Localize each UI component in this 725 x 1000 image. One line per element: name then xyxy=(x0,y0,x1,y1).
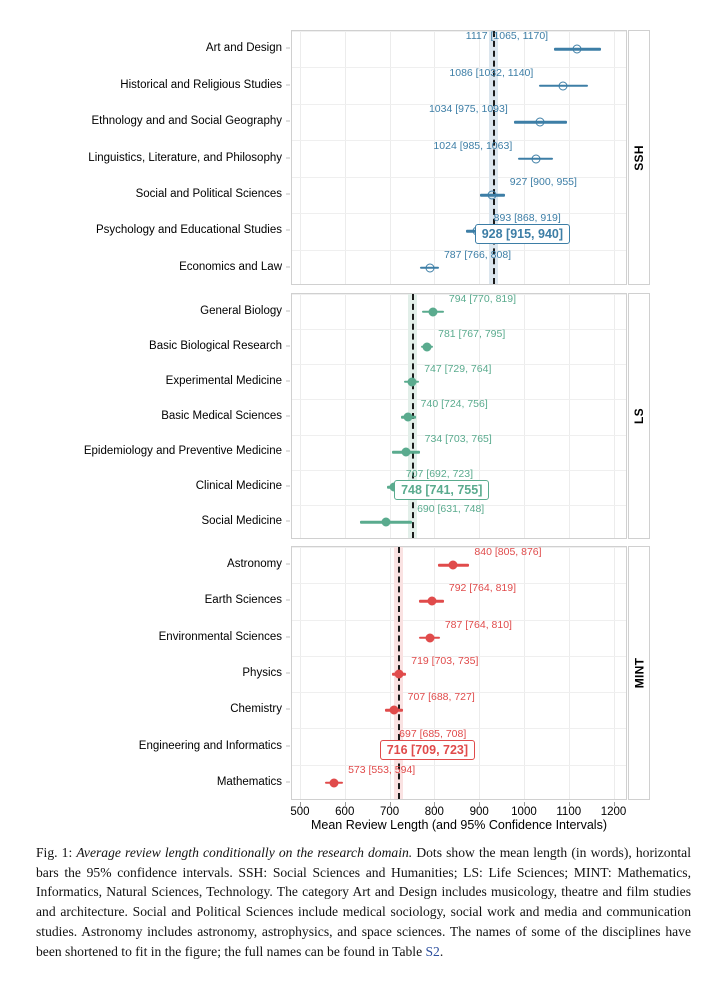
panel-inner xyxy=(292,31,626,284)
y-tick xyxy=(286,486,290,487)
y-tick xyxy=(286,345,290,346)
y-axis-label: Art and Design xyxy=(205,42,282,55)
x-tick-label: 500 xyxy=(290,806,310,818)
x-gridline xyxy=(345,294,346,538)
value-label: 787 [764, 810] xyxy=(444,618,512,631)
x-tick-label: 1100 xyxy=(556,806,582,818)
y-tick xyxy=(286,521,290,522)
mean-point xyxy=(382,518,391,527)
x-tick-label: 900 xyxy=(469,806,489,818)
x-gridline xyxy=(569,294,570,538)
y-axis-label: General Biology xyxy=(200,304,282,317)
x-tick-label: 600 xyxy=(335,806,355,818)
value-label: 707 [692, 723] xyxy=(405,468,474,481)
x-gridline xyxy=(390,294,391,538)
y-tick xyxy=(286,310,290,311)
x-axis-title: Mean Review Length (and 95% Confidence Intervals) xyxy=(310,818,607,832)
y-axis-label: Astronomy xyxy=(227,558,282,571)
mean-point xyxy=(427,597,436,606)
y-gridline xyxy=(292,213,626,214)
value-label: 734 [703, 765] xyxy=(424,433,492,446)
y-axis-label: Social Medicine xyxy=(201,515,282,528)
x-gridline xyxy=(300,31,301,284)
value-label: 781 [767, 795] xyxy=(438,327,506,340)
mean-point xyxy=(428,307,437,316)
mean-point xyxy=(407,377,416,386)
x-gridline xyxy=(345,31,346,284)
panel-inner xyxy=(292,294,626,538)
y-axis-label: Engineering and Informatics xyxy=(138,739,282,752)
y-axis-label: Environmental Sciences xyxy=(158,630,282,643)
value-label: 747 [729, 764] xyxy=(424,362,492,375)
mean-point xyxy=(449,561,458,570)
panel-inner xyxy=(292,547,626,799)
x-gridline xyxy=(390,547,391,799)
y-tick xyxy=(286,84,290,85)
x-gridline xyxy=(614,547,615,799)
mean-point xyxy=(559,81,568,90)
y-tick xyxy=(286,380,290,381)
value-label: 927 [900, 955] xyxy=(509,175,577,188)
y-axis-label: Epidemiology and Preventive Medicine xyxy=(83,445,282,458)
value-label: 840 [805, 876] xyxy=(474,547,542,559)
y-axis-label: Psychology and Educational Studies xyxy=(95,224,282,237)
y-axis-label: Experimental Medicine xyxy=(165,374,282,387)
x-gridline xyxy=(569,31,570,284)
x-gridline xyxy=(614,294,615,538)
y-tick xyxy=(286,193,290,194)
panel-strip-mint xyxy=(628,546,650,800)
y-tick xyxy=(286,636,290,637)
y-tick xyxy=(286,564,290,565)
y-axis-label: Ethnology and and Social Geography xyxy=(91,115,282,128)
y-tick xyxy=(286,230,290,231)
y-gridline xyxy=(292,547,626,548)
caption-title: Average review length conditionally on the research domain. xyxy=(76,845,413,860)
mean-point xyxy=(488,190,497,199)
value-label: 1024 [985, 1063] xyxy=(433,139,513,152)
value-label: 787 [766, 808] xyxy=(443,248,512,261)
x-gridline xyxy=(524,294,525,538)
y-gridline xyxy=(292,31,626,32)
panel-strip-label: SSH xyxy=(632,144,647,171)
mean-point xyxy=(425,263,434,272)
mean-point xyxy=(531,154,540,163)
y-axis-label: Earth Sciences xyxy=(204,594,282,607)
y-gridline xyxy=(292,765,626,766)
value-label: 792 [764, 819] xyxy=(448,582,517,595)
panel-strip-ssh xyxy=(628,30,650,285)
panel-strip-label: LS xyxy=(632,408,646,424)
mean-point xyxy=(389,706,398,715)
x-gridline xyxy=(300,547,301,799)
x-gridline xyxy=(614,31,615,284)
y-axis-label: Linguistics, Literature, and Philosophy xyxy=(88,151,282,164)
y-tick xyxy=(286,416,290,417)
mean-point xyxy=(404,413,413,422)
y-tick xyxy=(286,781,290,782)
x-gridline xyxy=(434,547,435,799)
mean-point xyxy=(573,45,582,54)
y-axis-label: Social and Political Sciences xyxy=(135,187,282,200)
panel-summary-estimate: 928 [915, 940] xyxy=(475,224,570,244)
value-label: 573 [553, 594] xyxy=(348,763,416,776)
value-label: 719 [703, 735] xyxy=(411,655,479,667)
x-gridline xyxy=(345,547,346,799)
y-tick xyxy=(286,745,290,746)
value-label: 893 [868, 919] xyxy=(493,212,561,225)
y-tick xyxy=(286,673,290,674)
y-tick xyxy=(286,121,290,122)
x-tick-label: 700 xyxy=(379,806,400,818)
x-gridline xyxy=(434,31,435,284)
mean-point xyxy=(425,633,434,642)
caption-prefix: Fig. 1: xyxy=(36,845,73,860)
x-gridline xyxy=(434,294,435,538)
y-axis-label: Physics xyxy=(242,667,282,679)
x-tick-label: 1200 xyxy=(600,806,627,818)
caption-body-2: . xyxy=(439,943,444,959)
x-tick-label: 800 xyxy=(424,806,444,818)
mean-point xyxy=(401,448,410,457)
panel-ssh xyxy=(291,30,627,285)
y-tick xyxy=(286,709,290,710)
value-label: 740 [724, 756] xyxy=(420,398,488,410)
value-label: 1086 [1032, 1140] xyxy=(449,66,534,79)
value-label: 690 [631, 748] xyxy=(417,503,485,516)
caption-table-link[interactable]: S2 xyxy=(425,943,440,959)
mean-point xyxy=(422,342,431,351)
y-tick xyxy=(286,266,290,267)
panel-summary-estimate: 716 [709, 723] xyxy=(380,740,475,760)
panel-mint xyxy=(291,546,627,800)
x-gridline xyxy=(524,547,525,799)
panel-strip-label: MINT xyxy=(632,657,646,689)
y-tick xyxy=(286,451,290,452)
mean-point xyxy=(536,118,545,127)
value-label: 1117 [1065, 1170] xyxy=(465,31,549,43)
value-label: 1034 [975, 1093] xyxy=(428,103,508,116)
value-label: 707 [688, 727] xyxy=(407,691,475,704)
value-label: 794 [770, 819] xyxy=(448,294,517,305)
value-label: 697 [685, 708] xyxy=(399,727,467,740)
figure-caption xyxy=(36,843,691,961)
panel-ls xyxy=(291,293,627,539)
y-axis-label: Economics and Law xyxy=(179,260,282,273)
y-axis-label: Clinical Medicine xyxy=(195,480,282,493)
y-tick xyxy=(286,157,290,158)
y-axis-label: Basic Biological Research xyxy=(149,339,282,352)
y-axis-label: Mathematics xyxy=(216,775,282,788)
y-tick xyxy=(286,600,290,601)
panel-summary-estimate: 748 [741, 755] xyxy=(394,480,489,500)
x-tick-label: 1000 xyxy=(511,806,537,818)
caption-body-1: Dots show the mean length (in words), horizontal bars the 95% confidence intervals. SSH: Social Sciences and Humanities; LS: Life Sciences; MINT: Mathematics, Informatics, Natural Sciences, Technology. The category Art and Design includes musicology, theatre and film studies and architecture. Social and Political Sciences include medical sociology, social work and media and communication studies. Astronomy includes astronomy, astrophysics, and space sciences. The names of some of the disciplines have been shortened to fit in the figure; the full names can be found in Table xyxy=(36,845,691,959)
y-axis-label: Chemistry xyxy=(230,703,282,716)
x-gridline xyxy=(390,31,391,284)
x-gridline xyxy=(569,547,570,799)
y-tick xyxy=(286,48,290,49)
panel-strip-ls xyxy=(628,293,650,539)
x-gridline xyxy=(300,294,301,538)
mean-point xyxy=(395,670,404,679)
mean-point xyxy=(329,778,338,787)
y-axis-label: Historical and Religious Studies xyxy=(120,78,282,91)
y-axis-label: Basic Medical Sciences xyxy=(161,410,282,422)
